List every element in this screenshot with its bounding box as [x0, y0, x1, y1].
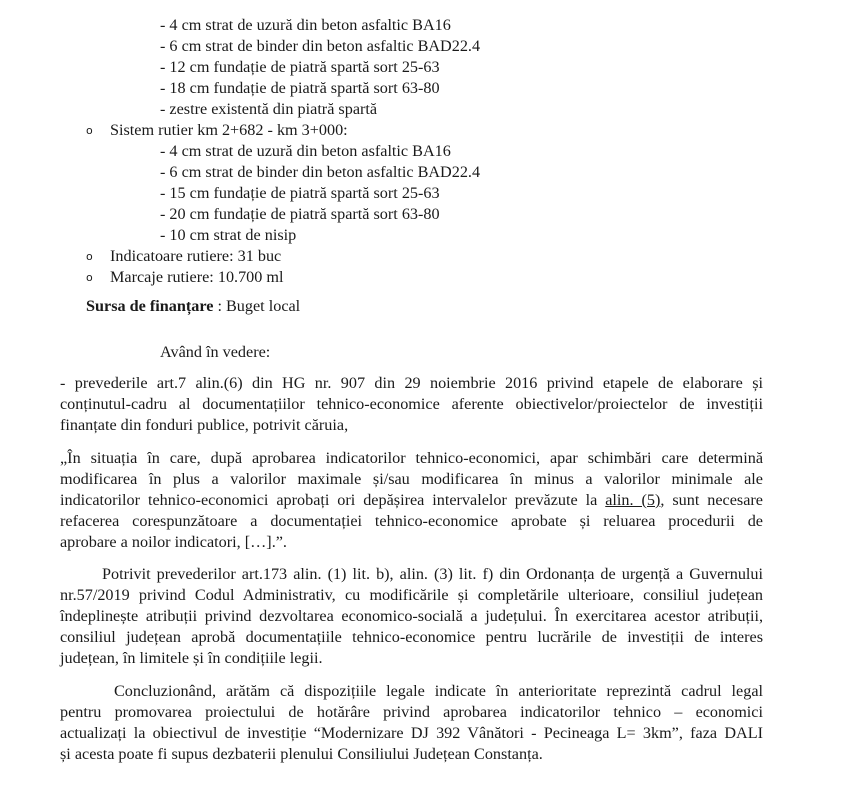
marcaje-rutiere: Marcaje rutiere: 10.700 ml: [110, 268, 284, 286]
paragraph-line: Concluzionând, arătăm că dispozițiile legale indicate în anterioritate reprezintă cadrul legal: [114, 682, 763, 700]
list-item: - 18 cm fundație de piatră spartă sort 63-80: [160, 79, 440, 97]
sursa-finantare: [86, 296, 300, 316]
paragraph-line: - prevederile art.7 alin.(6) din HG nr. 907 din 29 noiembrie 2016 privind etapele de elaborare și: [60, 374, 763, 392]
bullet-circle-icon: o: [86, 250, 93, 263]
quote-line: „În situația în care, după aprobarea indicatorilor tehnico-economici, apar schimbări care determină: [60, 449, 763, 467]
sistem-rutier-label: Sistem rutier km 2+682 - km 3+000:: [110, 121, 348, 139]
list-item: - 20 cm fundație de piatră spartă sort 63-80: [160, 205, 440, 223]
paragraph-line: actualizați la obiectivul de investiție “Modernizare DJ 392 Vânători - Pecineaga L= 3km”, faza DALI: [60, 724, 763, 742]
avand-in-vedere: Având în vedere:: [160, 343, 271, 361]
list-item: - 6 cm strat de binder din beton asfaltic BAD22.4: [160, 163, 481, 181]
sursa-value: : Buget local: [213, 297, 301, 315]
bullet-circle-icon: o: [86, 271, 93, 284]
list-item: - 10 cm strat de nisip: [160, 226, 297, 244]
quote-line: aprobare a noilor indicatori, […].”.: [60, 533, 287, 551]
list-item: - 15 cm fundație de piatră spartă sort 25-63: [160, 184, 440, 202]
quote-text: indicatorilor tehnico-economici aprobați ori depășirea intervalelor prevăzute la: [60, 491, 606, 509]
alin-5-link[interactable]: alin. (5): [605, 491, 661, 509]
quote-line: [60, 490, 763, 510]
paragraph-line: Potrivit prevederilor art.173 alin. (1) lit. b), alin. (3) lit. f) din Ordonanța de urgență a Guvernului: [102, 565, 763, 583]
paragraph-line: consiliul județean aprobă documentațiile tehnico-economice pentru lucrările de investiții de interes: [60, 628, 763, 646]
list-item: - 6 cm strat de binder din beton asfaltic BAD22.4: [160, 37, 481, 55]
paragraph-line: nr.57/2019 privind Codul Administrativ, cu modificările și completările ulterioare, consiliul județean: [60, 586, 763, 604]
quote-text: , sunt necesare: [660, 491, 763, 509]
paragraph-line: conținutul-cadru al documentațiilor tehnico-economice aferente obiectivelor/proiectelor de investiții: [60, 395, 763, 413]
list-item: - 4 cm strat de uzură din beton asfaltic BA16: [160, 142, 451, 160]
quote-line: modificarea în plus a valorilor maximale și/sau modificarea în minus a valorilor minimale ale: [60, 470, 763, 488]
sursa-label: Sursa de finanțare: [86, 297, 214, 315]
list-item: - 12 cm fundație de piatră spartă sort 25-63: [160, 58, 440, 76]
quote-line: refacerea corespunzătoare a documentației tehnico-economice aprobate și reluarea procedurii de: [60, 512, 763, 530]
paragraph-line: îndeplinește atribuții privind dezvoltarea economico-socială a județului. În exercitarea acestor atribuții,: [60, 607, 763, 625]
paragraph-line: și acesta poate fi supus dezbaterii plenului Consiliului Județean Constanța.: [60, 745, 543, 763]
paragraph-line: pentru promovarea proiectului de hotărâre privind aprobarea indicatorilor tehnico – economici: [60, 703, 763, 721]
list-item: - zestre existentă din piatră spartă: [160, 100, 378, 118]
bullet-circle-icon: o: [86, 124, 93, 137]
indicatoare-rutiere: Indicatoare rutiere: 31 buc: [110, 247, 282, 265]
paragraph-line: județean, în limitele și în condițiile legii.: [60, 649, 323, 667]
paragraph-line: finanțate din fonduri publice, potrivit căruia,: [60, 416, 349, 434]
list-item: - 4 cm strat de uzură din beton asfaltic BA16: [160, 16, 451, 34]
